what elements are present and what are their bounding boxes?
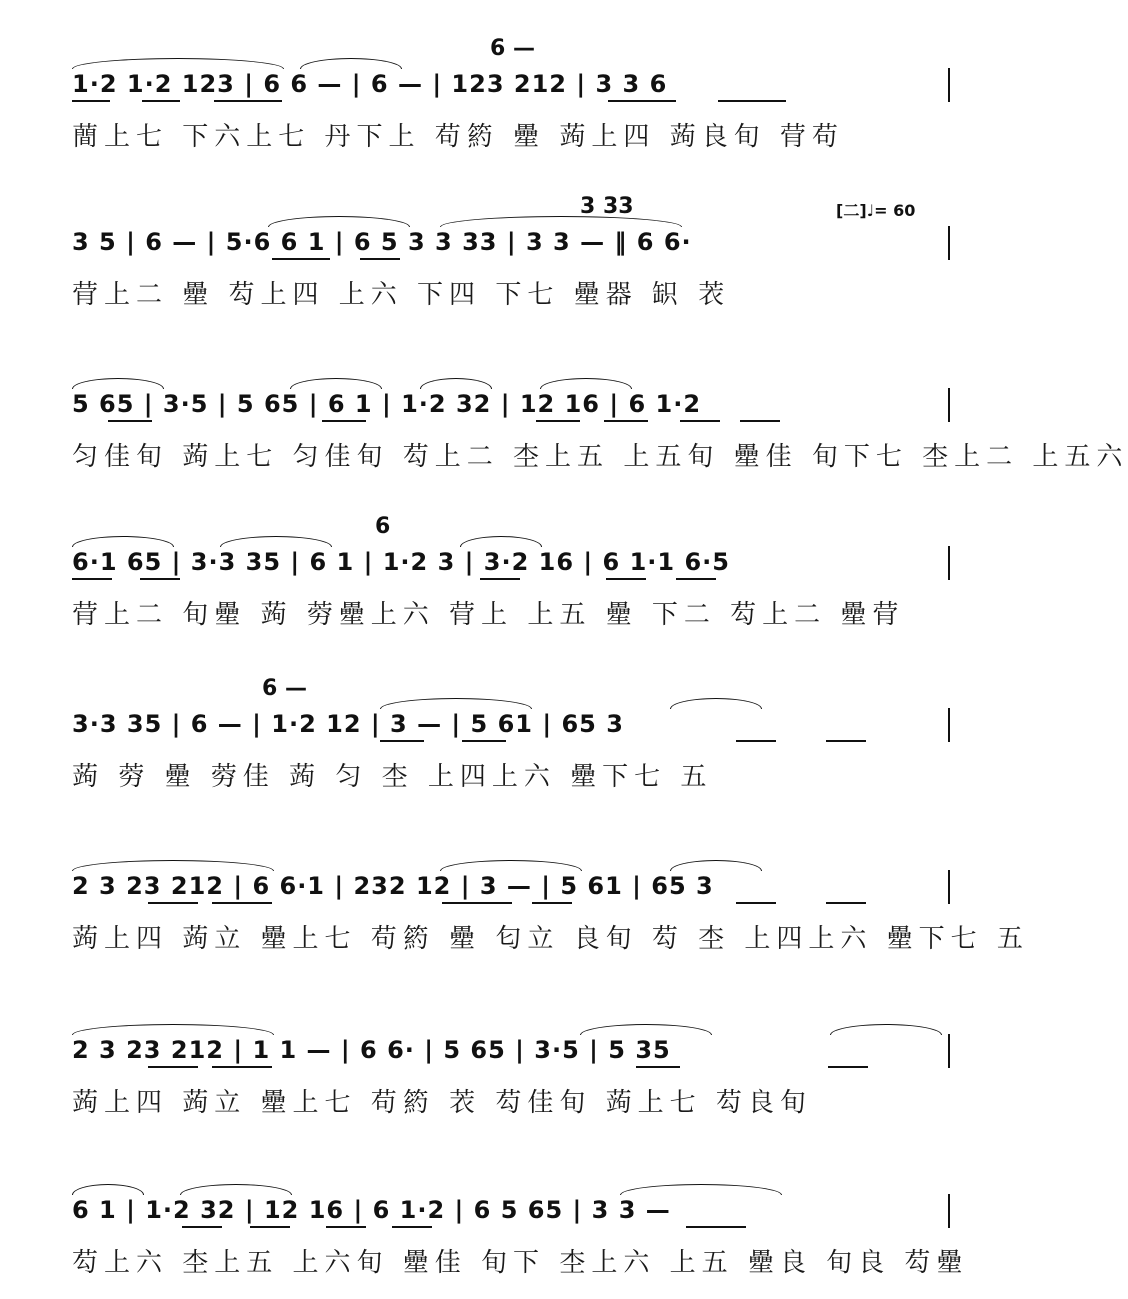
slur-arc [460,536,542,547]
barline-end [948,870,950,904]
slur-arc [220,536,332,547]
slur-arc [670,860,762,871]
slur-arc [72,1184,144,1195]
slur-arc [440,216,682,227]
slur-arc [580,1024,712,1035]
eighth-underline [604,420,648,422]
slur-arc [180,1184,292,1195]
jianzi-line-1: 䒿上二 㽮 芶上四 上六 下四 下七 㽮器 䍉 䒾 [72,280,731,310]
eighth-underline [148,1066,198,1068]
jianpu-line-0: 1·2 1·2 123 | 6 6 — | 6 — | 123 212 | 3 3 6 [72,70,668,98]
eighth-underline [532,902,572,904]
jianpu-line-2: 5 65 | 3·5 | 5 65 | 6 1 | 1·2 32 | 12 16 | 6 1·2 [72,390,702,418]
jianpu-line-3: 6·1 65 | 3·3 35 | 6 1 | 1·2 3 | 3·2 16 | 6 1·1 6·5 [72,548,730,576]
barline-end [948,226,950,260]
eighth-underline [608,100,676,102]
stacked-note-0: 6 — [490,36,535,61]
barline-end [948,1034,950,1068]
eighth-underline [148,902,198,904]
stacked-note-1: 3 33 [580,194,634,219]
eighth-underline [442,902,512,904]
slur-arc [72,58,284,69]
eighth-underline [212,902,272,904]
eighth-underline [140,578,180,580]
eighth-underline [680,420,720,422]
eighth-underline [480,578,520,580]
jianpu-line-1: 3 5 | 6 — | 5·6 6 1 | 6 5 3 3 33 | 3 3 — ‖ 6 6· [72,228,692,256]
eighth-underline [182,1226,222,1228]
eighth-underline [380,740,424,742]
eighth-underline [322,420,366,422]
slur-arc [670,698,762,709]
eighth-underline [736,740,776,742]
stacked-note-4: 6 — [262,676,307,701]
eighth-underline [250,1226,290,1228]
eighth-underline [636,1066,680,1068]
eighth-underline [212,1066,272,1068]
jianzi-line-4: 蒟 䓖 㽮 䓖佳 蒟 匀 杢 上四上六 㽮下七 五 [72,762,713,792]
jianzi-line-6: 蒟上四 蒟立 㽮上七 苟箹 䒾 芶佳旬 蒟上七 芶良旬 [72,1088,812,1118]
eighth-underline [108,420,152,422]
eighth-underline [828,1066,868,1068]
eighth-underline [736,902,776,904]
slur-arc [72,378,164,389]
jianpu-line-7: 6 1 | 1·2 32 | 12 16 | 6 1·2 | 6 5 65 | 3 3 — [72,1196,671,1224]
slur-arc [72,536,174,547]
slur-arc [420,378,492,389]
barline-end [948,68,950,102]
eighth-underline [536,420,580,422]
eighth-underline [676,578,716,580]
slur-arc [540,378,632,389]
jianzi-line-5: 蒟上四 蒟立 㽮上七 苟箹 㽮 匂立 良旬 芶 杢 上四上六 㽮下七 五 [72,924,1029,954]
slur-arc [830,1024,942,1035]
barline-end [948,388,950,422]
stacked-note-3: 6 [375,514,391,539]
eighth-underline [740,420,780,422]
jianpu-line-6: 2 3 23 212 | 1 1 — | 6 6· | 5 65 | 3·5 | 5 35 [72,1036,671,1064]
jianpu-line-4: 3·3 35 | 6 — | 1·2 12 | 3 — | 5 61 | 65 3 [72,710,624,738]
slur-arc [72,1024,274,1035]
jianzi-line-0: 蕳上七 下六上七 丹下上 苟箹 㽮 蒟上四 蒟良旬 䒿苟 [72,122,844,152]
eighth-underline [72,100,110,102]
slur-arc [380,698,532,709]
slur-arc [268,216,410,227]
eighth-underline [326,1226,366,1228]
jianzi-line-7: 芶上六 杢上五 上六旬 㽮佳 旬下 杢上六 上五 㽮良 旬良 芶㽮 [72,1248,969,1278]
section-tempo-marker: [二]♩= 60 [836,201,916,220]
barline-end [948,546,950,580]
jianzi-line-3: 䒿上二 旬㽮 蒟 䓖㽮上六 䒿上 上五 㽮 下二 芶上二 㽮䒿 [72,600,905,630]
eighth-underline [718,100,786,102]
eighth-underline [826,740,866,742]
slur-arc [290,378,382,389]
jianzi-line-2: 匀佳旬 蒟上七 匀佳旬 芶上二 杢上五 上五旬 㽮佳 旬下七 杢上二 上五六 [72,442,1128,472]
slur-arc [620,1184,782,1195]
eighth-underline [142,100,180,102]
eighth-underline [826,902,866,904]
eighth-underline [272,258,330,260]
jianpu-line-5: 2 3 23 212 | 6 6·1 | 232 12 | 3 — | 5 61 | 65 3 [72,872,714,900]
eighth-underline [72,578,112,580]
eighth-underline [606,578,646,580]
eighth-underline [214,100,282,102]
eighth-underline [392,1226,432,1228]
slur-arc [300,58,402,69]
slur-arc [72,860,274,871]
slur-arc [440,860,582,871]
barline-end [948,1194,950,1228]
eighth-underline [686,1226,746,1228]
eighth-underline [462,740,506,742]
eighth-underline [360,258,400,260]
barline-end [948,708,950,742]
